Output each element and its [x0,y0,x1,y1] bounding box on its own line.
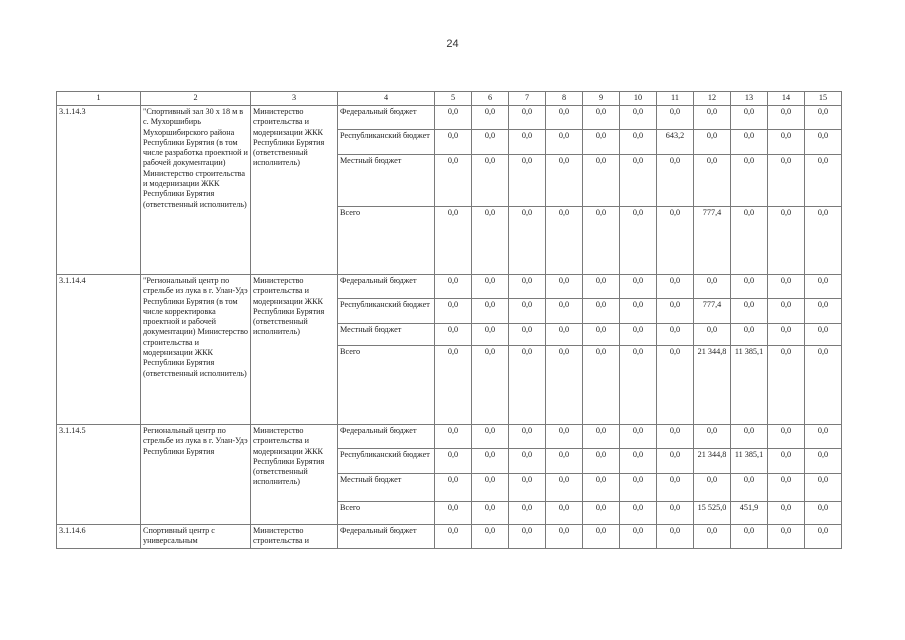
measure-name: Региональный центр по стрельбе из лука в г. Улан-Удэ Республики Бурятия [141,425,251,525]
budget-value: 0,0 [620,346,657,425]
budget-value: 0,0 [583,449,620,474]
budget-value: 21 344,8 [694,449,731,474]
budget-value: 0,0 [805,474,842,502]
budget-value: 0,0 [472,449,509,474]
budget-value: 0,0 [657,106,694,130]
budget-value: 0,0 [731,324,768,346]
column-header: 13 [731,92,768,106]
funding-source: Республиканский бюджет [338,130,435,155]
budget-value: 0,0 [657,155,694,207]
budget-value: 0,0 [509,155,546,207]
budget-value: 0,0 [657,474,694,502]
budget-value: 0,0 [472,299,509,324]
budget-value: 0,0 [546,299,583,324]
budget-value: 0,0 [509,106,546,130]
funding-source: Местный бюджет [338,474,435,502]
funding-source: Всего [338,207,435,275]
responsible-executor: Министерство строительства и [251,525,338,549]
measure-code: 3.1.14.5 [57,425,141,525]
funding-source: Федеральный бюджет [338,525,435,549]
budget-value: 0,0 [472,474,509,502]
budget-value: 0,0 [472,502,509,525]
budget-value: 0,0 [435,299,472,324]
budget-value: 0,0 [620,275,657,299]
budget-value: 0,0 [657,525,694,549]
budget-value: 0,0 [435,474,472,502]
budget-value: 0,0 [509,346,546,425]
budget-value: 0,0 [435,207,472,275]
budget-value: 777,4 [694,299,731,324]
budget-value: 0,0 [509,449,546,474]
budget-value: 0,0 [694,275,731,299]
budget-value: 0,0 [546,425,583,449]
budget-value: 0,0 [731,130,768,155]
funding-source: Федеральный бюджет [338,425,435,449]
column-header: 15 [805,92,842,106]
budget-value: 0,0 [546,449,583,474]
budget-value: 0,0 [694,324,731,346]
budget-value: 0,0 [509,502,546,525]
budget-value: 0,0 [694,525,731,549]
budget-value: 0,0 [731,474,768,502]
column-header: 2 [141,92,251,106]
budget-table [56,91,842,549]
budget-value: 0,0 [620,207,657,275]
column-header: 5 [435,92,472,106]
column-header: 9 [583,92,620,106]
responsible-executor: Министерство строительства и модернизации ЖКК Республики Бурятия (ответственный исполнитель) [251,106,338,275]
budget-value: 0,0 [546,346,583,425]
budget-value: 0,0 [620,502,657,525]
budget-value: 0,0 [620,155,657,207]
measure-code: 3.1.14.6 [57,525,141,549]
budget-value: 0,0 [620,106,657,130]
funding-source: Федеральный бюджет [338,275,435,299]
measure-name: "Региональный центр по стрельбе из лука в г. Улан-Удэ Республики Бурятия (в том числе корректировка проектной и рабочей документации) Министерство строительства и модернизации ЖКК Республики Бурятия (ответственный исполнитель) [141,275,251,425]
budget-value: 0,0 [546,106,583,130]
table-row [57,525,842,549]
budget-value: 0,0 [583,324,620,346]
budget-value: 0,0 [731,106,768,130]
budget-value: 0,0 [731,299,768,324]
budget-value: 0,0 [657,502,694,525]
funding-source: Всего [338,502,435,525]
budget-value: 0,0 [435,275,472,299]
column-header: 14 [768,92,805,106]
budget-value: 0,0 [768,155,805,207]
budget-value: 0,0 [620,324,657,346]
budget-value: 0,0 [546,275,583,299]
budget-value: 0,0 [472,130,509,155]
column-header: 12 [694,92,731,106]
budget-value: 0,0 [805,106,842,130]
budget-value: 0,0 [472,106,509,130]
budget-value: 0,0 [620,525,657,549]
budget-value: 0,0 [805,130,842,155]
responsible-executor: Министерство строительства и модернизации ЖКК Республики Бурятия (ответственный исполнитель) [251,425,338,525]
budget-value: 0,0 [435,425,472,449]
budget-value: 0,0 [583,425,620,449]
budget-value: 0,0 [583,275,620,299]
budget-value: 0,0 [731,525,768,549]
measure-code: 3.1.14.4 [57,275,141,425]
budget-value: 0,0 [546,474,583,502]
budget-value: 0,0 [768,106,805,130]
measure-code: 3.1.14.3 [57,106,141,275]
budget-value: 0,0 [509,130,546,155]
budget-value: 0,0 [694,106,731,130]
budget-value: 0,0 [472,346,509,425]
budget-value: 0,0 [435,324,472,346]
budget-value: 0,0 [805,425,842,449]
budget-value: 0,0 [805,346,842,425]
budget-value: 0,0 [620,299,657,324]
budget-value: 0,0 [472,425,509,449]
budget-value: 0,0 [805,299,842,324]
budget-value: 0,0 [620,474,657,502]
budget-value: 21 344,8 [694,346,731,425]
budget-value: 0,0 [435,346,472,425]
budget-value: 0,0 [435,502,472,525]
budget-value: 0,0 [546,324,583,346]
budget-value: 0,0 [472,155,509,207]
budget-value: 0,0 [657,275,694,299]
budget-value: 0,0 [509,525,546,549]
budget-value: 0,0 [805,502,842,525]
table-row [57,106,842,130]
column-header: 3 [251,92,338,106]
budget-value: 0,0 [435,155,472,207]
budget-value: 0,0 [546,155,583,207]
responsible-executor: Министерство строительства и модернизации ЖКК Республики Бурятия (ответственный исполнитель) [251,275,338,425]
budget-value: 643,2 [657,130,694,155]
budget-value: 15 525,0 [694,502,731,525]
budget-value: 0,0 [583,502,620,525]
budget-value: 0,0 [435,130,472,155]
budget-value: 0,0 [731,155,768,207]
budget-value: 0,0 [509,474,546,502]
budget-value: 0,0 [805,155,842,207]
budget-value: 0,0 [768,130,805,155]
budget-value: 777,4 [694,207,731,275]
budget-value: 0,0 [509,425,546,449]
page-number: 24 [446,38,459,50]
column-header: 11 [657,92,694,106]
budget-value: 0,0 [509,324,546,346]
budget-value: 0,0 [768,474,805,502]
budget-value: 0,0 [657,449,694,474]
budget-value: 0,0 [546,502,583,525]
budget-value: 0,0 [620,130,657,155]
column-header: 1 [57,92,141,106]
funding-source: Республиканский бюджет [338,299,435,324]
budget-value: 0,0 [472,525,509,549]
budget-value: 0,0 [768,425,805,449]
budget-value: 11 385,1 [731,449,768,474]
column-header: 6 [472,92,509,106]
budget-value: 0,0 [620,425,657,449]
budget-value: 0,0 [805,525,842,549]
budget-value: 0,0 [583,299,620,324]
budget-value: 0,0 [805,324,842,346]
budget-value: 0,0 [768,324,805,346]
budget-value: 0,0 [472,324,509,346]
budget-value: 0,0 [620,449,657,474]
budget-value: 0,0 [731,425,768,449]
budget-value: 0,0 [583,346,620,425]
budget-value: 0,0 [472,275,509,299]
budget-value: 0,0 [805,275,842,299]
budget-value: 0,0 [509,299,546,324]
funding-source: Всего [338,346,435,425]
budget-value: 0,0 [546,525,583,549]
budget-value: 0,0 [435,449,472,474]
budget-value: 0,0 [435,525,472,549]
budget-value: 0,0 [657,346,694,425]
funding-source: Федеральный бюджет [338,106,435,130]
funding-source: Местный бюджет [338,324,435,346]
budget-value: 0,0 [583,474,620,502]
budget-value: 0,0 [546,207,583,275]
budget-value: 0,0 [657,207,694,275]
budget-value: 0,0 [546,130,583,155]
budget-value: 0,0 [805,449,842,474]
budget-value: 0,0 [768,299,805,324]
budget-value: 0,0 [583,155,620,207]
budget-value: 0,0 [509,275,546,299]
budget-value: 0,0 [768,275,805,299]
budget-value: 0,0 [694,155,731,207]
funding-source: Местный бюджет [338,155,435,207]
column-number-row [57,92,842,106]
budget-value: 0,0 [583,106,620,130]
budget-value: 0,0 [472,207,509,275]
table-row [57,425,842,449]
budget-value: 0,0 [694,474,731,502]
budget-value: 0,0 [657,299,694,324]
budget-value: 0,0 [509,207,546,275]
budget-value: 451,9 [731,502,768,525]
budget-value: 11 385,1 [731,346,768,425]
budget-value: 0,0 [768,502,805,525]
funding-source: Республиканский бюджет [338,449,435,474]
budget-value: 0,0 [583,130,620,155]
column-header: 10 [620,92,657,106]
budget-value: 0,0 [435,106,472,130]
budget-value: 0,0 [768,449,805,474]
budget-value: 0,0 [657,324,694,346]
budget-value: 0,0 [694,130,731,155]
budget-value: 0,0 [731,275,768,299]
column-header: 8 [546,92,583,106]
budget-value: 0,0 [768,346,805,425]
budget-value: 0,0 [731,207,768,275]
budget-value: 0,0 [583,525,620,549]
budget-value: 0,0 [694,425,731,449]
budget-value: 0,0 [583,207,620,275]
table-row [57,275,842,299]
measure-name: "Спортивный зал 30 х 18 м в с. Мухоршибирь Мухоршибирского района Республики Бурятия (в том числе разработка проектной и рабочей документации) Министерство строительства и модернизации ЖКК Республики Бурятия (ответственный исполнитель) [141,106,251,275]
measure-name: Спортивный центр с универсальным [141,525,251,549]
budget-value: 0,0 [657,425,694,449]
budget-value: 0,0 [805,207,842,275]
column-header: 7 [509,92,546,106]
column-header: 4 [338,92,435,106]
budget-value: 0,0 [768,207,805,275]
budget-value: 0,0 [768,525,805,549]
